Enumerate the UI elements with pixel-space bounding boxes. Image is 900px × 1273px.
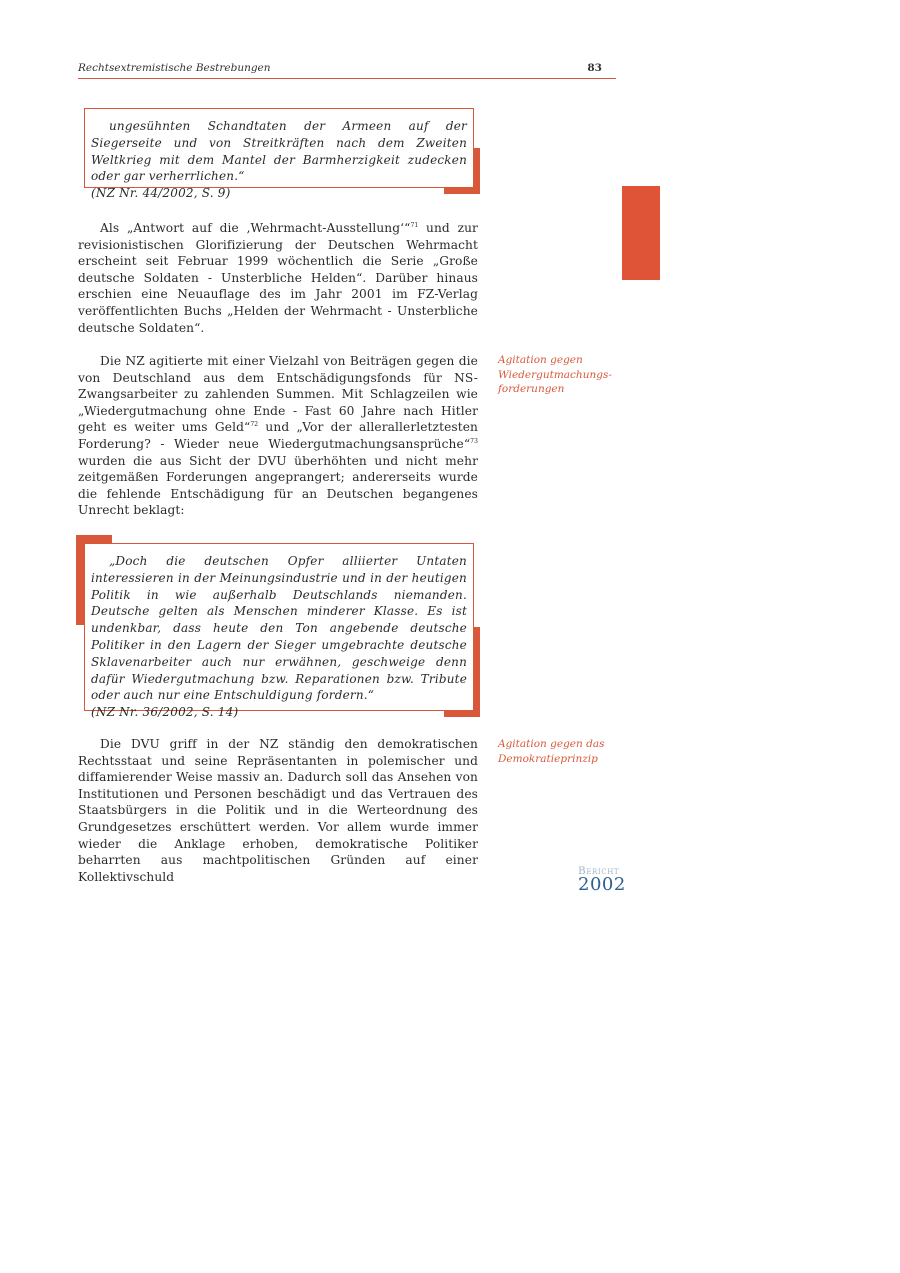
margin-note-wiedergutmachung: Agitation gegen Wiedergutmachungs-forderungen xyxy=(498,354,612,395)
footnote-ref: 73 xyxy=(470,437,478,445)
paragraph-text: wurden die aus Sicht der DVU überhöhten und nicht mehr zeitgemäßen Forderungen angeprangert; andererseits wurde die fehlende Entschädigung für an Deutschen begangenes Unrecht beklagt: xyxy=(78,453,478,518)
logo-year: 2002 xyxy=(578,874,626,895)
paragraph-text: und „Vor der allerallerletztesten Forderung? - Wieder neue Wiedergutmachungsansprüche“ xyxy=(78,420,478,451)
paragraph-wehrmacht xyxy=(78,220,478,336)
paragraph-entschaedigung xyxy=(78,353,478,519)
chapter-tab-marker xyxy=(622,186,660,280)
header-title: Rechtsextremistische Bestrebungen xyxy=(78,62,271,74)
paragraph-dvu-angriffe: Die DVU griff in der NZ ständig den demokratischen Rechtsstaat und seine Repräsentanten in polemischer und diffamierender Weise massiv an. Dadurch soll das Ansehen von Institutionen und Personen beschädigt und das Vertrauen des Staatsbürgers in die Politik und in die Werteordnung des Grundgesetzes erschüttert werden. Vor allem wurde immer wieder die Anklage erhoben, demokratische Politiker beharrten aus machtpolitischen Gründen auf einer Kollektivschuld xyxy=(78,737,478,884)
footnote-ref: 72 xyxy=(250,421,259,429)
quote-text: „Doch die deutschen Opfer alliierter Untaten interessieren in der Meinungsindustrie und in der heutigen Politik in wie außerhalb Deutschlands niemanden. Deutsche gelten als Menschen minderer Klasse. Es ist undenkbar, dass heute den Ton angebende deutsche Politiker in den Lagern der Sieger umgebrachte deutsche Sklavenarbeiter auch nur erwähnen, geschweige denn dafür Wiedergutmachung bzw. Reparationen bzw. Tribute oder auch nur eine Entschuldigung fordern.“ xyxy=(91,554,467,703)
paragraph-text: und zur revisionistischen Glorifizierung der Deutschen Wehrmacht erscheint seit Februar 1999 wöchentlich die Serie „Große deutsche Soldaten - Unsterbliche Helden“. Darüber hinaus erschien eine Neuauflage des im Jahr 2001 im FZ-Verlag veröffentlichten Buchs „Helden der Wehrmacht - Unsterbliche deutsche Soldaten“. xyxy=(78,221,478,335)
quote-source: (NZ Nr. 36/2002, S. 14) xyxy=(91,705,239,720)
page-number: 83 xyxy=(587,62,602,74)
logo-word: Bericht xyxy=(578,865,620,877)
paragraph-text: Als „Antwort auf die ‚Wehrmacht-Ausstellung‘“ xyxy=(100,221,411,235)
running-header xyxy=(78,62,616,79)
quote-box xyxy=(84,108,474,201)
paragraph-text: Die NZ agitierte mit einer Vielzahl von Beiträgen gegen die von Deutschland aus dem Entschädigungsfonds für NS-Zwangsarbeiter zu zahlenden Summen. Mit Schlagzeilen wie „Wiedergutmachung ohne Ende - Fast 60 Jahre nach Hitler geht es weiter ums Geld“ xyxy=(78,354,478,435)
report-logo xyxy=(578,866,638,893)
quote-source: (NZ Nr. 44/2002, S. 9) xyxy=(91,186,231,201)
quote-box xyxy=(84,543,474,720)
quote-text: ungesühnten Schandtaten der Armeen auf der Siegerseite und von Streitkräften nach dem Zweiten Weltkrieg mit dem Mantel der Barmherzigkeit zudecken oder gar verherrlichen.“ xyxy=(91,119,467,184)
margin-note-demokratie: Agitation gegen das Demokratieprinzip xyxy=(498,738,605,765)
footnote-ref: 71 xyxy=(410,221,419,229)
